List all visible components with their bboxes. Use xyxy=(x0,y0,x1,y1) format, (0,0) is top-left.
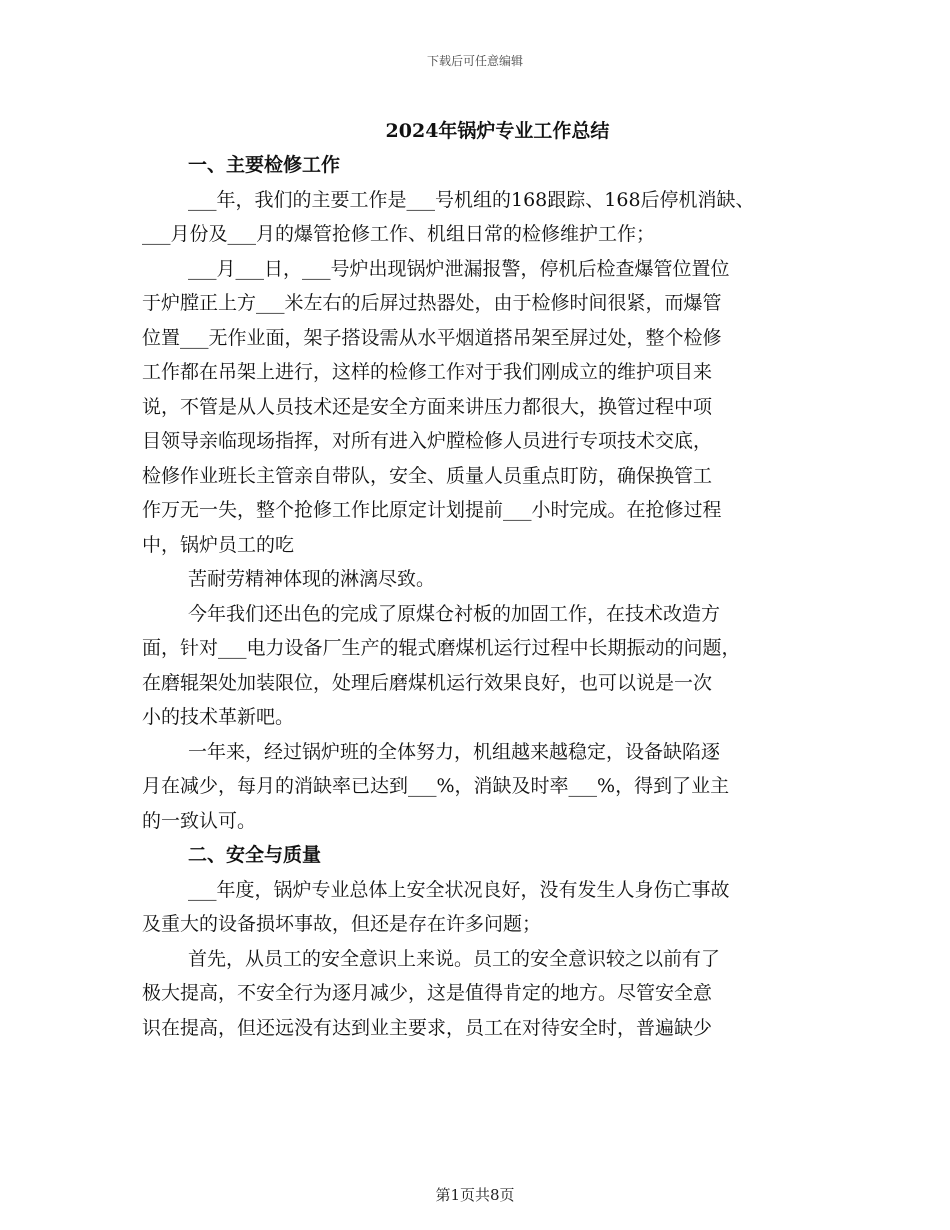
paragraph-line: 作万无一失，整个抢修工作比原定计划提前___小时完成。在抢修过程 xyxy=(142,499,722,521)
paragraph-line: 于炉膛正上方___米左右的后屏过热器处，由于检修时间很紧，而爆管 xyxy=(142,292,722,314)
paragraph-line: 工作都在吊架上进行，这样的检修工作对于我们刚成立的维护项目来 xyxy=(142,361,713,383)
paragraph-line: 面，针对___电力设备厂生产的辊式磨煤机运行过程中长期振动的问题， xyxy=(142,637,741,659)
paragraph-line: 目领导亲临现场指挥，对所有进入炉膛检修人员进行专项技术交底， xyxy=(142,430,713,452)
paragraph-line: 一年来，经过锅炉班的全体努力，机组越来越稳定，设备缺陷逐 xyxy=(188,740,721,763)
paragraph-line: 苦耐劳精神体现的淋漓尽致。 xyxy=(188,568,436,590)
paragraph-line: 在磨辊架处加装限位，处理后磨煤机运行效果良好，也可以说是一次 xyxy=(142,671,713,694)
paragraph-line: 首先，从员工的安全意识上来说。员工的安全意识较之以前有了 xyxy=(188,947,721,970)
paragraph-line: 说，不管是从人员技术还是安全方面来讲压力都很大，换管过程中项 xyxy=(142,395,713,418)
paragraph-line: 检修作业班长主管亲自带队，安全、质量人员重点盯防，确保换管工 xyxy=(142,464,713,487)
paragraph-line: 中，锅炉员工的吃 xyxy=(142,533,295,556)
paragraph-line: 位置___无作业面，架子搭设需从水平烟道搭吊架至屏过处，整个检修 xyxy=(142,326,722,349)
document-title: 2024年锅炉专业工作总结 xyxy=(385,120,610,142)
document-body xyxy=(142,148,842,1045)
paragraph-line: ___月___日，___号炉出现锅炉泄漏报警，停机后检查爆管位置位 xyxy=(188,257,730,280)
page-header: 下载后可任意编辑 xyxy=(426,54,523,68)
paragraph-line: 识在提高，但还远没有达到业主要求，员工在对待安全时，普遍缺少 xyxy=(142,1016,713,1039)
paragraph-line: 小的技术革新吧。 xyxy=(142,706,295,728)
section-heading: 二、安全与质量 xyxy=(188,844,322,866)
paragraph-line: ___月份及___月的爆管抢修工作、机组日常的检修维护工作； xyxy=(142,223,656,245)
paragraph-line: 的一致认可。 xyxy=(142,809,257,832)
paragraph-line: 月在减少，每月的消缺率已达到___%，消缺及时率___%，得到了业主 xyxy=(142,775,730,797)
paragraph-line: 今年我们还出色的完成了原煤仓衬板的加固工作，在技术改造方 xyxy=(188,602,721,625)
paragraph-line: ___年度，锅炉专业总体上安全状况良好，没有发生人身伤亡事故 xyxy=(188,878,730,901)
section-heading: 一、主要检修工作 xyxy=(188,154,341,176)
page-footer: 第1页共8页 xyxy=(435,1186,515,1204)
paragraph-line: ___年，我们的主要工作是___号机组的168跟踪、168后停机消缺、 xyxy=(188,188,755,211)
paragraph-line: 及重大的设备损坏事故，但还是存在许多问题； xyxy=(142,913,542,935)
paragraph-line: 极大提高，不安全行为逐月减少，这是值得肯定的地方。尽管安全意 xyxy=(142,982,713,1004)
